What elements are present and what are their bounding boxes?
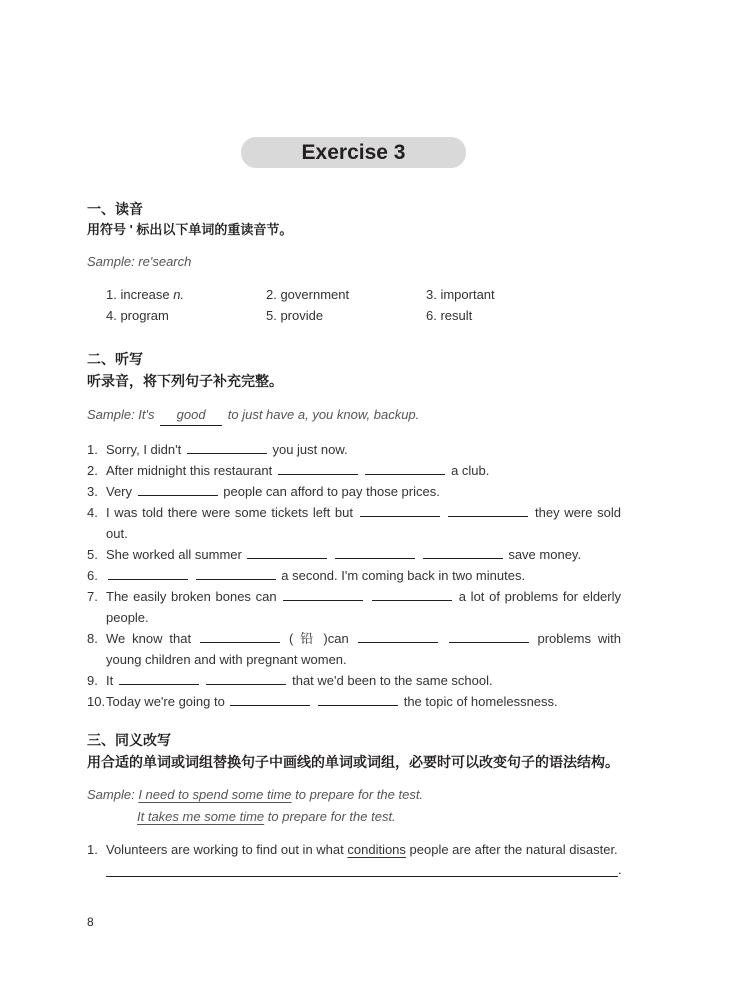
item-text: It	[106, 673, 114, 688]
dictation-item	[87, 586, 621, 628]
dictation-item	[87, 670, 621, 691]
answer-blank[interactable]	[200, 632, 280, 643]
item-body	[106, 460, 621, 481]
page-number: 8	[87, 915, 94, 929]
answer-blank[interactable]	[196, 569, 276, 580]
answer-row	[106, 860, 627, 882]
item-number: 1.	[87, 442, 98, 457]
item-body	[106, 628, 621, 670]
item-text: She worked all summer	[106, 547, 242, 562]
item-body	[106, 565, 621, 586]
item-text: a club.	[451, 463, 490, 478]
dictation-item	[87, 502, 621, 544]
item-number: 9.	[87, 673, 98, 688]
item-number: 2.	[87, 463, 98, 478]
answer-blank[interactable]	[247, 548, 327, 559]
section-3-sample-2: It takes me some time to prepare for the test.	[137, 809, 396, 824]
word-2: 2. government	[266, 287, 350, 302]
item-number: 10.	[87, 694, 106, 709]
section-1-heading: 一、读音	[87, 201, 143, 217]
word-1: 1. increase n.	[106, 287, 185, 302]
item-text: Very	[106, 484, 133, 499]
item-text: save money.	[508, 547, 582, 562]
dictation-item	[87, 481, 621, 502]
item-text: Today we're going to	[106, 694, 225, 709]
answer-blank[interactable]	[365, 464, 445, 475]
item-text: ( 铅 )can	[288, 631, 349, 646]
answer-blank[interactable]	[108, 569, 188, 580]
exercise-title: Exercise 3	[241, 137, 466, 168]
item-text: problems with young children and with pregnant women.	[106, 631, 621, 667]
section-2-instruction: 听录音，将下列句子补充完整。	[87, 373, 283, 389]
item-body	[106, 670, 621, 691]
item-text: they were sold out.	[106, 505, 621, 541]
answer-line[interactable]	[106, 860, 618, 877]
word-5: 5. provide	[266, 308, 324, 323]
item-body	[106, 439, 621, 460]
answer-blank[interactable]	[278, 464, 358, 475]
answer-blank[interactable]	[448, 506, 528, 517]
item-text: people can afford to pay those prices.	[223, 484, 440, 499]
word-4: 4. program	[106, 308, 169, 323]
item-text: I was told there were some tickets left but	[106, 505, 353, 520]
dictation-item	[87, 544, 621, 565]
item-body	[106, 586, 621, 628]
section-1-instruction: 用符号 ' 标出以下单词的重读音节。	[87, 222, 293, 237]
word-list-row-2	[106, 308, 586, 323]
answer-blank[interactable]	[335, 548, 415, 559]
rewrite-item-1: 1. Volunteers are working to find out in what conditions people are after the natural disaster.	[87, 842, 618, 857]
answer-blank[interactable]	[187, 443, 267, 454]
item-text: that we'd been to the same school.	[292, 673, 493, 688]
section-2-sample: Sample: It's good to just have a, you know, backup.	[87, 405, 627, 426]
dictation-item	[87, 565, 621, 586]
answer-blank[interactable]	[119, 674, 199, 685]
item-number: 3.	[87, 484, 98, 499]
answer-blank[interactable]	[283, 590, 363, 601]
item-body	[106, 481, 621, 502]
item-text: a lot of problems for elderly people.	[106, 589, 622, 625]
item-number: 6.	[87, 568, 98, 583]
section-2-heading: 二、听写	[87, 351, 143, 367]
dictation-item	[87, 439, 621, 460]
item-text: The easily broken bones can	[106, 589, 277, 604]
word-3: 3. important	[426, 287, 495, 302]
item-body	[106, 502, 621, 544]
section-3-instruction: 用合适的单词或词组替换句子中画线的单词或词组，必要时可以改变句子的语法结构。	[87, 754, 619, 770]
dictation-item	[87, 628, 621, 670]
item-text: a second. I'm coming back in two minutes.	[281, 568, 526, 583]
answer-period: .	[618, 862, 622, 877]
answer-blank[interactable]	[360, 506, 440, 517]
item-number: 5.	[87, 547, 98, 562]
word-6: 6. result	[426, 308, 473, 323]
answer-blank[interactable]	[449, 632, 529, 643]
dictation-item	[87, 691, 621, 712]
dictation-list	[87, 439, 627, 712]
section-3-sample-1: Sample: I need to spend some time to prepare for the test.	[87, 787, 424, 802]
sample-answer: good	[160, 405, 222, 426]
section-1-sample: Sample: re'search	[87, 254, 192, 269]
item-text: you just now.	[272, 442, 348, 457]
item-text: Sorry, I didn't	[106, 442, 182, 457]
answer-blank[interactable]	[138, 485, 218, 496]
item-number: 4.	[87, 505, 98, 520]
item-number: 7.	[87, 589, 98, 604]
dictation-item	[87, 460, 621, 481]
answer-blank[interactable]	[206, 674, 286, 685]
item-number: 8.	[87, 631, 98, 646]
section-3-heading: 三、同义改写	[87, 732, 171, 748]
item-text: After midnight this restaurant	[106, 463, 273, 478]
answer-blank[interactable]	[318, 695, 398, 706]
item-body	[106, 544, 621, 565]
item-text: We know that	[106, 631, 192, 646]
answer-blank[interactable]	[230, 695, 310, 706]
answer-blank[interactable]	[423, 548, 503, 559]
word-list-row-1	[106, 287, 586, 302]
sections-2-3	[87, 349, 627, 882]
item-text: the topic of homelessness.	[403, 694, 558, 709]
answer-blank[interactable]	[372, 590, 452, 601]
answer-blank[interactable]	[358, 632, 438, 643]
item-body	[106, 691, 621, 712]
